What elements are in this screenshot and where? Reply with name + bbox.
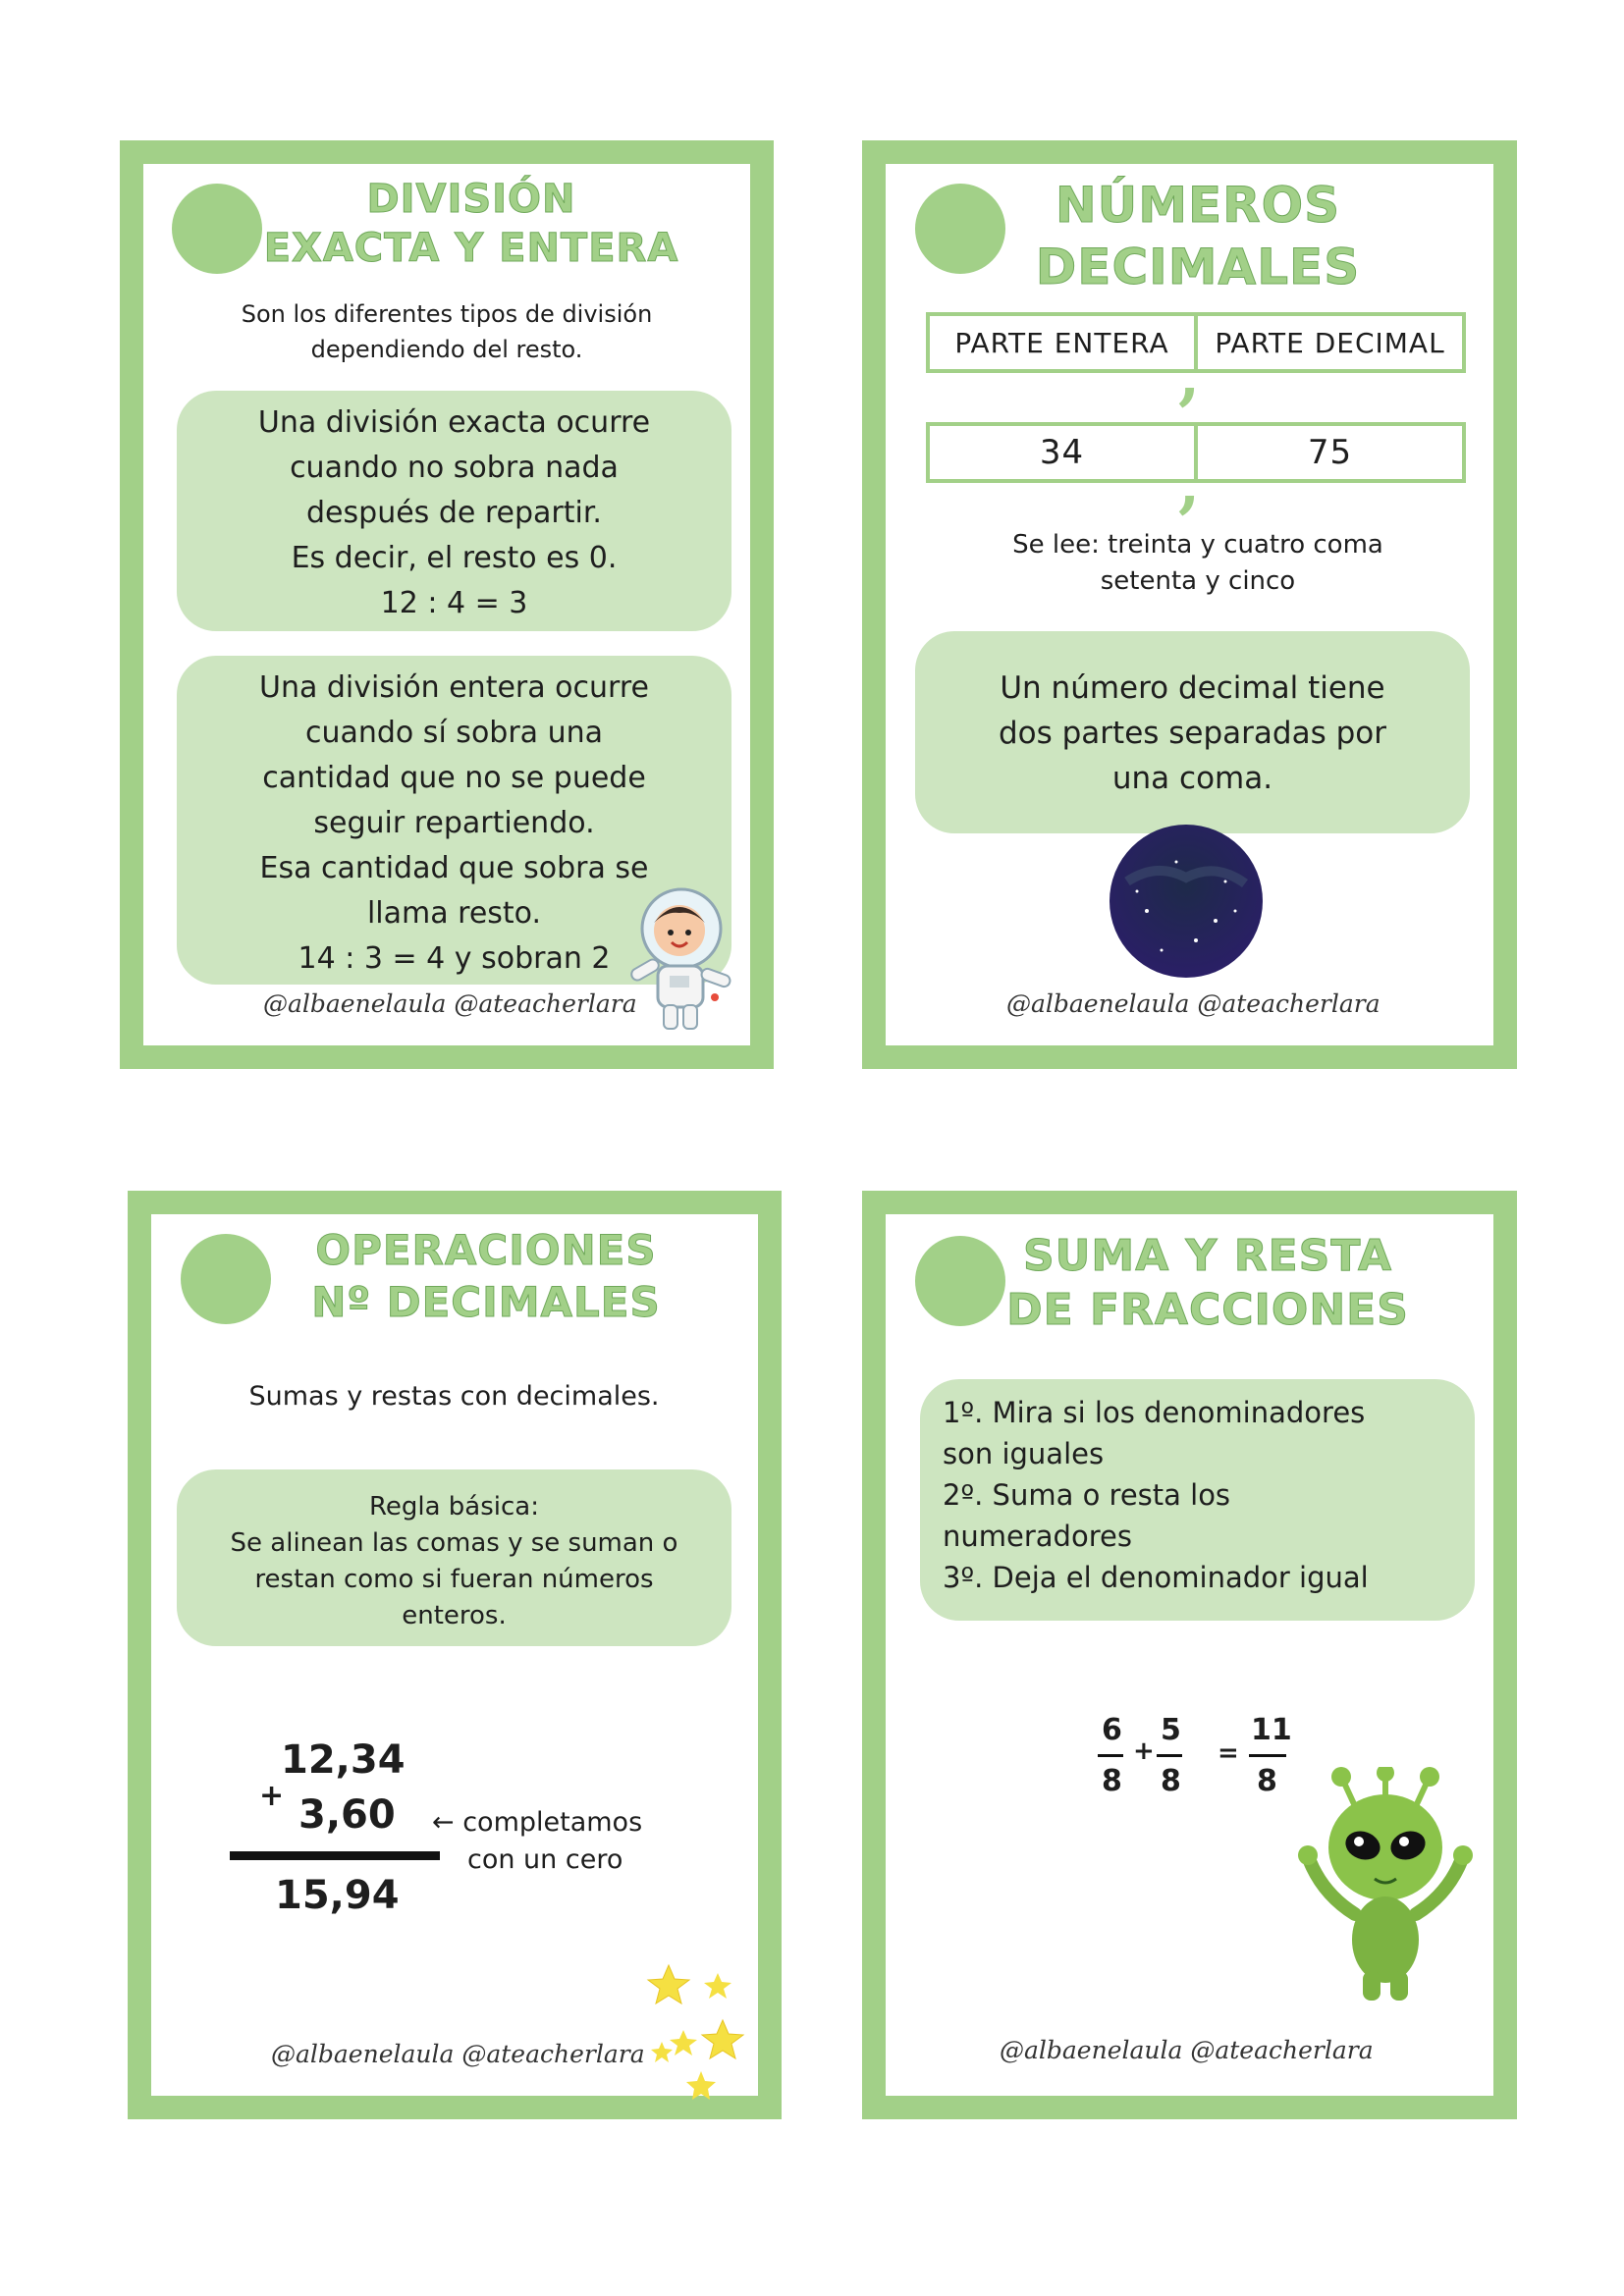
author-handle: @albaenelaula @ateacherlara [271,2040,645,2068]
text-line: Es decir, el resto es 0. [291,541,618,575]
text-line: Una división entera ocurre [259,670,649,705]
text-line: enteros. [402,1601,507,1630]
text-line: son iguales [943,1437,1105,1470]
fraction-1-num: 6 [1102,1713,1122,1747]
value-parte-decimal: 75 [1194,426,1462,479]
card-subtitle [147,296,746,367]
text-line: Un número decimal tiene [1000,670,1385,706]
card-title [275,1225,697,1328]
title-line: NÚMEROS [1055,177,1341,234]
text-line: 1º. Mira si los denominadores [943,1396,1366,1429]
planet-illustration [1108,823,1265,980]
sum-line [230,1851,440,1860]
text-line: 3º. Deja el denominador igual [943,1561,1369,1594]
author-handle: @albaenelaula @ateacherlara [1000,2036,1374,2064]
card-dot [915,1236,1005,1326]
text-line: Se alinean las comas y se suman o [230,1528,678,1558]
fraction-3-den: 8 [1257,1764,1277,1798]
card-title [1001,1229,1414,1337]
text-line: Esa cantidad que sobra se [259,851,649,885]
title-line: EXACTA Y ENTERA [263,226,679,271]
fraction-bar [1098,1754,1123,1757]
fraction-1-den: 8 [1102,1764,1122,1798]
text-line: después de repartir. [306,496,602,530]
author-handle: @albaenelaula @ateacherlara [1006,989,1380,1018]
definition-text [915,666,1470,801]
equals-sign: = [1218,1738,1239,1768]
rule-title: Regla básica: [368,1492,539,1522]
card-title [982,175,1414,297]
fraction-bar [1249,1754,1286,1757]
astronaut-illustration [621,881,738,1039]
text-line: Una división exacta ocurre [257,405,651,440]
reading-text [913,527,1483,600]
fraction-bar [1157,1754,1182,1757]
text-line: dos partes separadas por [998,716,1386,751]
title-line: SUMA Y RESTA [1022,1231,1393,1281]
title-line: DECIMALES [1035,238,1361,295]
text-line: cuando sí sobra una [304,716,604,750]
text-line: llama resto. [366,896,542,931]
text-line: 14 : 3 = 4 y sobran 2 [298,941,611,976]
header-parte-entera: PARTE ENTERA [954,326,1169,359]
exact-division-text [177,400,731,626]
text-line: seguir repartiendo. [313,806,595,840]
card-title [236,175,707,273]
padding-note [432,1804,677,1879]
addend-2: 3,60 [298,1792,396,1838]
title-line: DE FRACCIONES [1006,1285,1409,1335]
addend-1: 12,34 [281,1737,406,1783]
title-line: Nº DECIMALES [311,1277,661,1326]
text-line: setenta y cinco [1100,566,1296,596]
fraction-2-num: 5 [1161,1713,1181,1747]
decimal-comma-mark: , [1178,340,1201,413]
subtitle-line: Son los diferentes tipos de división [241,300,653,328]
text-line: con un cero [467,1844,623,1875]
author-handle: @albaenelaula @ateacherlara [263,989,637,1018]
addition-example [226,1737,452,1924]
title-line: DIVISIÓN [366,177,576,222]
decimal-comma-mark: , [1178,448,1201,521]
steps-text [943,1392,1463,1598]
subtitle-line: dependiendo del resto. [310,336,583,363]
fraction-2-den: 8 [1161,1764,1181,1798]
sum-result: 15,94 [275,1873,400,1918]
header-parte-decimal: PARTE DECIMAL [1194,316,1462,369]
rule-text [177,1489,731,1634]
title-line: OPERACIONES [315,1226,657,1274]
text-line: cuando no sobra nada [290,451,619,485]
alien-illustration [1294,1767,1477,2002]
plus-sign: + [1133,1736,1155,1766]
value-parte-entera: 34 [1039,433,1085,472]
text-line: una coma. [1111,761,1273,796]
plus-sign: + [259,1779,285,1813]
card-subtitle: Sumas y restas con decimales. [248,1381,660,1412]
text-line: restan como si fueran números [254,1565,654,1594]
text-line: Se lee: treinta y cuatro coma [1012,530,1383,560]
fraction-3-num: 11 [1251,1713,1292,1747]
stars-illustration [634,1963,752,2110]
card-dot [181,1234,271,1324]
text-line: 12 : 4 = 3 [380,586,528,620]
fraction-example [1090,1713,1306,1811]
text-line: 2º. Suma o resta los [943,1478,1231,1512]
text-line: ← completamos [432,1807,643,1838]
text-line: cantidad que no se puede [262,761,646,795]
text-line: numeradores [943,1520,1132,1553]
